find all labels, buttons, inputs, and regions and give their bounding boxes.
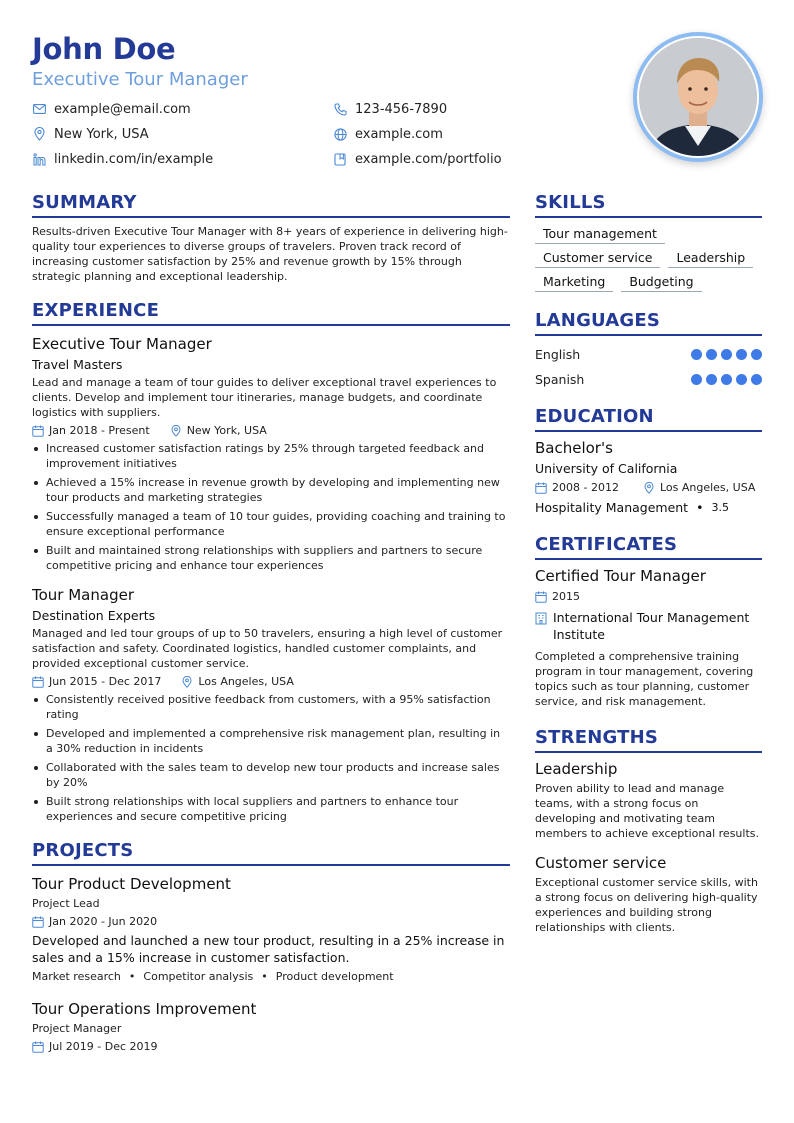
tag-separator: • (261, 970, 268, 983)
contact-portfolio-text: example.com/portfolio (355, 151, 502, 167)
experience-heading: EXPERIENCE (32, 300, 510, 326)
project-role: Project Manager (32, 1022, 122, 1035)
experience-item (32, 334, 510, 573)
education-location (643, 480, 755, 496)
language-row (535, 367, 762, 392)
languages-heading: LANGUAGES (535, 310, 762, 336)
location-pin-icon (181, 676, 193, 688)
education-heading: EDUCATION (535, 406, 762, 432)
location-pin-icon (32, 127, 46, 141)
contact-email[interactable] (32, 100, 191, 118)
level-dot (691, 349, 702, 360)
language-name: English (535, 347, 581, 362)
contact-website-text: example.com (355, 126, 443, 142)
left-column (32, 192, 510, 1055)
achievement-item: Successfully managed a team of 10 tour guides, providing coaching and training to ensure exceptional performance (32, 509, 510, 539)
certificates-heading: CERTIFICATES (535, 534, 762, 560)
phone-icon (333, 102, 347, 116)
project-tag: Product development (275, 970, 394, 983)
calendar-icon (32, 676, 44, 688)
job-dates: Jun 2015 - Dec 2017 (49, 675, 162, 688)
job-location-text: Los Angeles, USA (198, 675, 294, 688)
achievement-item: Consistently received positive feedback from customers, with a 95% satisfaction rating (32, 692, 510, 722)
resume-header (32, 30, 592, 167)
language-row (535, 342, 762, 367)
certificate-issuer-row (535, 609, 762, 643)
linkedin-icon (32, 152, 46, 166)
building-icon (535, 612, 547, 624)
certificate-description: Completed a comprehensive training program in tour management, covering topics such as tour planning, customer service, and risk management. (535, 650, 754, 708)
degree: Bachelor's (535, 439, 613, 457)
education-dates: 2008 - 2012 (552, 481, 619, 494)
strength-title: Leadership (535, 760, 618, 778)
strength-description: Exceptional customer service skills, with a strong focus on delivering high-quality experiences and building strong relationships with clients. (535, 876, 758, 934)
strengths-section (535, 727, 762, 935)
certificate-year: 2015 (552, 590, 580, 603)
level-dot (706, 349, 717, 360)
project-meta (32, 1039, 510, 1055)
project-dates: Jan 2020 - Jun 2020 (49, 915, 158, 928)
strength-item (535, 853, 762, 935)
calendar-icon (32, 1041, 44, 1053)
level-dot (736, 349, 747, 360)
skill-tag: Leadership (668, 248, 753, 268)
certificate-meta (535, 589, 762, 605)
contact-location-text: New York, USA (54, 126, 149, 142)
language-level (691, 374, 762, 385)
level-dot (691, 374, 702, 385)
calendar-icon (535, 482, 547, 494)
project-role: Project Lead (32, 897, 100, 910)
skill-tag: Customer service (535, 248, 660, 268)
project-meta (32, 914, 510, 930)
level-dot (736, 374, 747, 385)
achievement-item: Increased customer satisfaction ratings by 25% through targeted feedback and improvement initiatives (32, 441, 510, 471)
skill-tag: Budgeting (621, 272, 701, 292)
skills-heading: SKILLS (535, 192, 762, 218)
skills-section (535, 192, 762, 292)
skill-tag: Marketing (535, 272, 613, 292)
skills-list (535, 224, 762, 292)
job-achievements (32, 692, 510, 824)
education-field-row (535, 499, 762, 516)
contact-phone-text: 123-456-7890 (355, 101, 448, 117)
projects-heading: PROJECTS (32, 840, 510, 866)
job-title: Tour Manager (32, 586, 134, 604)
education-section (535, 406, 762, 516)
bookmark-icon (333, 152, 347, 166)
experience-section (32, 300, 510, 824)
job-location-text: New York, USA (186, 424, 267, 437)
achievement-item: Built and maintained strong relationships with suppliers and partners to secure competitive pricing and enhance tour experiences (32, 543, 510, 573)
globe-icon (333, 127, 347, 141)
summary-heading: SUMMARY (32, 192, 510, 218)
project-item (32, 874, 510, 985)
right-column (535, 192, 762, 935)
calendar-icon (32, 425, 44, 437)
field-of-study: Hospitality Management (535, 500, 689, 515)
education-meta (535, 480, 762, 496)
job-meta (32, 674, 510, 690)
job-achievements (32, 441, 510, 573)
achievement-item: Developed and implemented a comprehensive risk management plan, resulting in a 30% reduction in incidents (32, 726, 510, 756)
strength-description: Proven ability to lead and manage teams, with a strong focus on developing and motivating team members to achieve exceptional results. (535, 782, 759, 840)
project-description: Developed and launched a new tour product, resulting in a 25% increase in sales and a 15% increase in customer satisfaction. (32, 933, 505, 965)
language-level (691, 349, 762, 360)
certificate-issuer: International Tour Management Institute (553, 610, 750, 642)
project-dates: Jul 2019 - Dec 2019 (49, 1040, 158, 1053)
company-name: Travel Masters (32, 357, 123, 372)
summary-section (32, 192, 510, 284)
achievement-item: Built strong relationships with local suppliers and partners to enhance tour experiences and secure competitive pricing (32, 794, 510, 824)
company-name: Destination Experts (32, 608, 156, 623)
gpa-value: 3.5 (711, 501, 729, 514)
strengths-heading: STRENGTHS (535, 727, 762, 753)
level-dot (751, 349, 762, 360)
achievement-item: Collaborated with the sales team to develop new tour products and increase sales by 20% (32, 760, 510, 790)
project-title: Tour Operations Improvement (32, 1000, 257, 1018)
location-pin-icon (170, 425, 182, 437)
location-pin-icon (643, 482, 655, 494)
summary-text: Results-driven Executive Tour Manager with 8+ years of experience in delivering high-quality tour experiences to diverse groups of travelers. Proven track record of increasing customer satisfaction by 25% and revenue growth by 15% through strategic planning and exceptional leadership. (32, 225, 508, 283)
profile-photo (633, 32, 763, 162)
calendar-icon (32, 916, 44, 928)
job-dates: Jan 2018 - Present (49, 424, 150, 437)
languages-section (535, 310, 762, 392)
avatar (637, 36, 759, 158)
contact-website[interactable] (333, 125, 443, 143)
level-dot (751, 374, 762, 385)
field-separator: • (696, 500, 704, 515)
candidate-name: John Doe (32, 32, 176, 66)
job-description: Lead and manage a team of tour guides to deliver exceptional travel experiences to clients. Develop and implement tour itineraries, manage budgets, and coordinate logistics with suppliers. (32, 376, 497, 419)
experience-item (32, 585, 510, 824)
language-name: Spanish (535, 372, 585, 387)
tag-separator: • (128, 970, 136, 983)
job-title: Executive Tour Manager (32, 335, 212, 353)
project-tag: Competitor analysis (143, 970, 254, 983)
level-dot (721, 374, 732, 385)
level-dot (706, 374, 717, 385)
candidate-role: Executive Tour Manager (32, 69, 248, 90)
project-item (32, 999, 510, 1055)
calendar-icon (535, 591, 547, 603)
contact-portfolio[interactable] (333, 150, 502, 168)
school-name: University of California (535, 461, 678, 476)
job-description: Managed and led tour groups of up to 50 travelers, ensuring a high level of customer satisfaction and safety. Coordinated logistics, handled customer complaints, and provided exceptional customer service. (32, 627, 503, 670)
certificate-name: Certified Tour Manager (535, 567, 706, 585)
project-tags (32, 969, 510, 985)
skill-tag: Tour management (535, 224, 665, 244)
contact-email-text: example@email.com (54, 101, 191, 117)
education-location-text: Los Angeles, USA (659, 481, 756, 494)
job-location (181, 674, 293, 690)
strength-item (535, 759, 762, 841)
project-tag: Market research (32, 970, 121, 983)
job-location (170, 423, 267, 439)
contact-location (32, 125, 149, 143)
contact-linkedin-text: linkedin.com/in/example (54, 151, 214, 167)
level-dot (721, 349, 732, 360)
mail-icon (32, 102, 46, 116)
job-meta (32, 423, 510, 439)
contact-linkedin[interactable] (32, 150, 213, 168)
strength-title: Customer service (535, 854, 667, 872)
project-title: Tour Product Development (32, 875, 231, 893)
certificates-section (535, 534, 762, 709)
projects-section (32, 840, 510, 1055)
achievement-item: Achieved a 15% increase in revenue growth by developing and implementing new tour products and marketing strategies (32, 475, 510, 505)
contact-phone[interactable] (333, 100, 447, 118)
